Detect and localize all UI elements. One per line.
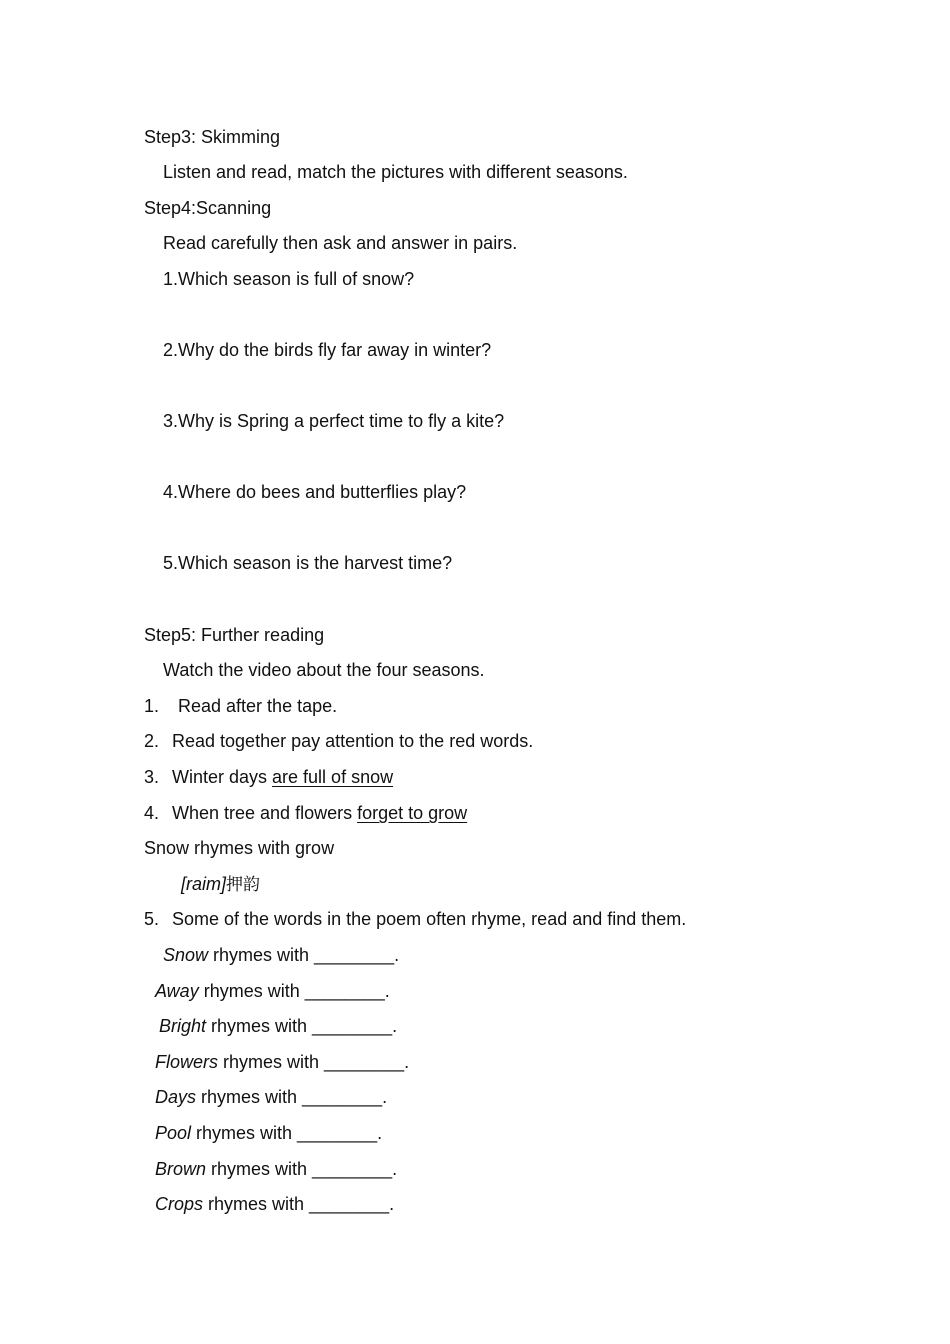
rhyme-line bbox=[155, 1193, 394, 1215]
list-item-number: 2. bbox=[144, 731, 160, 751]
list-item-number: 4. bbox=[144, 803, 160, 823]
rhyme-line bbox=[155, 1122, 382, 1144]
phonetic-chinese: 押韵 bbox=[226, 875, 260, 895]
list-item-number: 1. bbox=[144, 696, 160, 716]
phonetic-symbol: [raim] bbox=[181, 874, 226, 894]
rhyme-word: Flowers bbox=[155, 1052, 219, 1072]
list-item-text: Some of the words in the poem often rhyme, read and find them. bbox=[172, 909, 687, 929]
rhyme-blank: rhymes with ________. bbox=[196, 1087, 388, 1107]
list-item bbox=[144, 730, 533, 752]
rhyme-line bbox=[159, 1015, 397, 1037]
list-item bbox=[144, 695, 337, 717]
rhyme-word: Days bbox=[155, 1087, 197, 1107]
rhyme-blank: rhymes with ________. bbox=[218, 1052, 410, 1072]
step4-instruction: Read carefully then ask and answer in pairs. bbox=[163, 233, 518, 253]
rhyme-line bbox=[155, 1086, 387, 1108]
rhyme-note: Snow rhymes with grow bbox=[144, 838, 335, 858]
list-item-text: Winter days bbox=[172, 767, 273, 787]
rhyme-line bbox=[163, 944, 399, 966]
rhyme-blank: rhymes with ________. bbox=[191, 1123, 383, 1143]
underlined-phrase: forget to grow bbox=[357, 803, 468, 823]
list-item-number: 5. bbox=[144, 909, 160, 929]
list-item bbox=[144, 766, 393, 788]
list-item-text: When tree and flowers bbox=[172, 803, 358, 823]
rhyme-blank: rhymes with ________. bbox=[203, 1194, 395, 1214]
rhyme-word: Bright bbox=[159, 1016, 207, 1036]
rhyme-word: Pool bbox=[155, 1123, 192, 1143]
step5-heading: Step5: Further reading bbox=[144, 625, 325, 645]
rhyme-word: Brown bbox=[155, 1159, 207, 1179]
list-item bbox=[144, 908, 686, 930]
question-2: 2.Why do the birds fly far away in winter? bbox=[163, 340, 492, 360]
question-1: 1.Which season is full of snow? bbox=[163, 269, 415, 289]
step5-instruction: Watch the video about the four seasons. bbox=[163, 660, 485, 680]
question-4: 4.Where do bees and butterflies play? bbox=[163, 482, 467, 502]
step3-instruction: Listen and read, match the pictures with different seasons. bbox=[163, 162, 628, 182]
list-item bbox=[144, 802, 467, 824]
question-5: 5.Which season is the harvest time? bbox=[163, 553, 453, 573]
underlined-phrase: are full of snow bbox=[272, 767, 394, 787]
phonetic-note bbox=[181, 873, 260, 896]
rhyme-line bbox=[155, 980, 390, 1002]
step4-heading: Step4:Scanning bbox=[144, 198, 272, 218]
rhyme-line bbox=[155, 1158, 397, 1180]
step3-heading: Step3: Skimming bbox=[144, 127, 281, 147]
rhyme-word: Snow bbox=[163, 945, 209, 965]
rhyme-word: Away bbox=[155, 981, 199, 1001]
rhyme-word: Crops bbox=[155, 1194, 204, 1214]
rhyme-blank: rhymes with ________. bbox=[206, 1159, 398, 1179]
rhyme-line bbox=[155, 1051, 409, 1073]
rhyme-blank: rhymes with ________. bbox=[208, 945, 400, 965]
rhyme-blank: rhymes with ________. bbox=[206, 1016, 398, 1036]
rhyme-blank: rhymes with ________. bbox=[198, 981, 390, 1001]
list-item-text: Read after the tape. bbox=[178, 696, 338, 716]
question-3: 3.Why is Spring a perfect time to fly a kite? bbox=[163, 411, 505, 431]
list-item-text: Read together pay attention to the red words. bbox=[172, 731, 534, 751]
list-item-number: 3. bbox=[144, 767, 160, 787]
